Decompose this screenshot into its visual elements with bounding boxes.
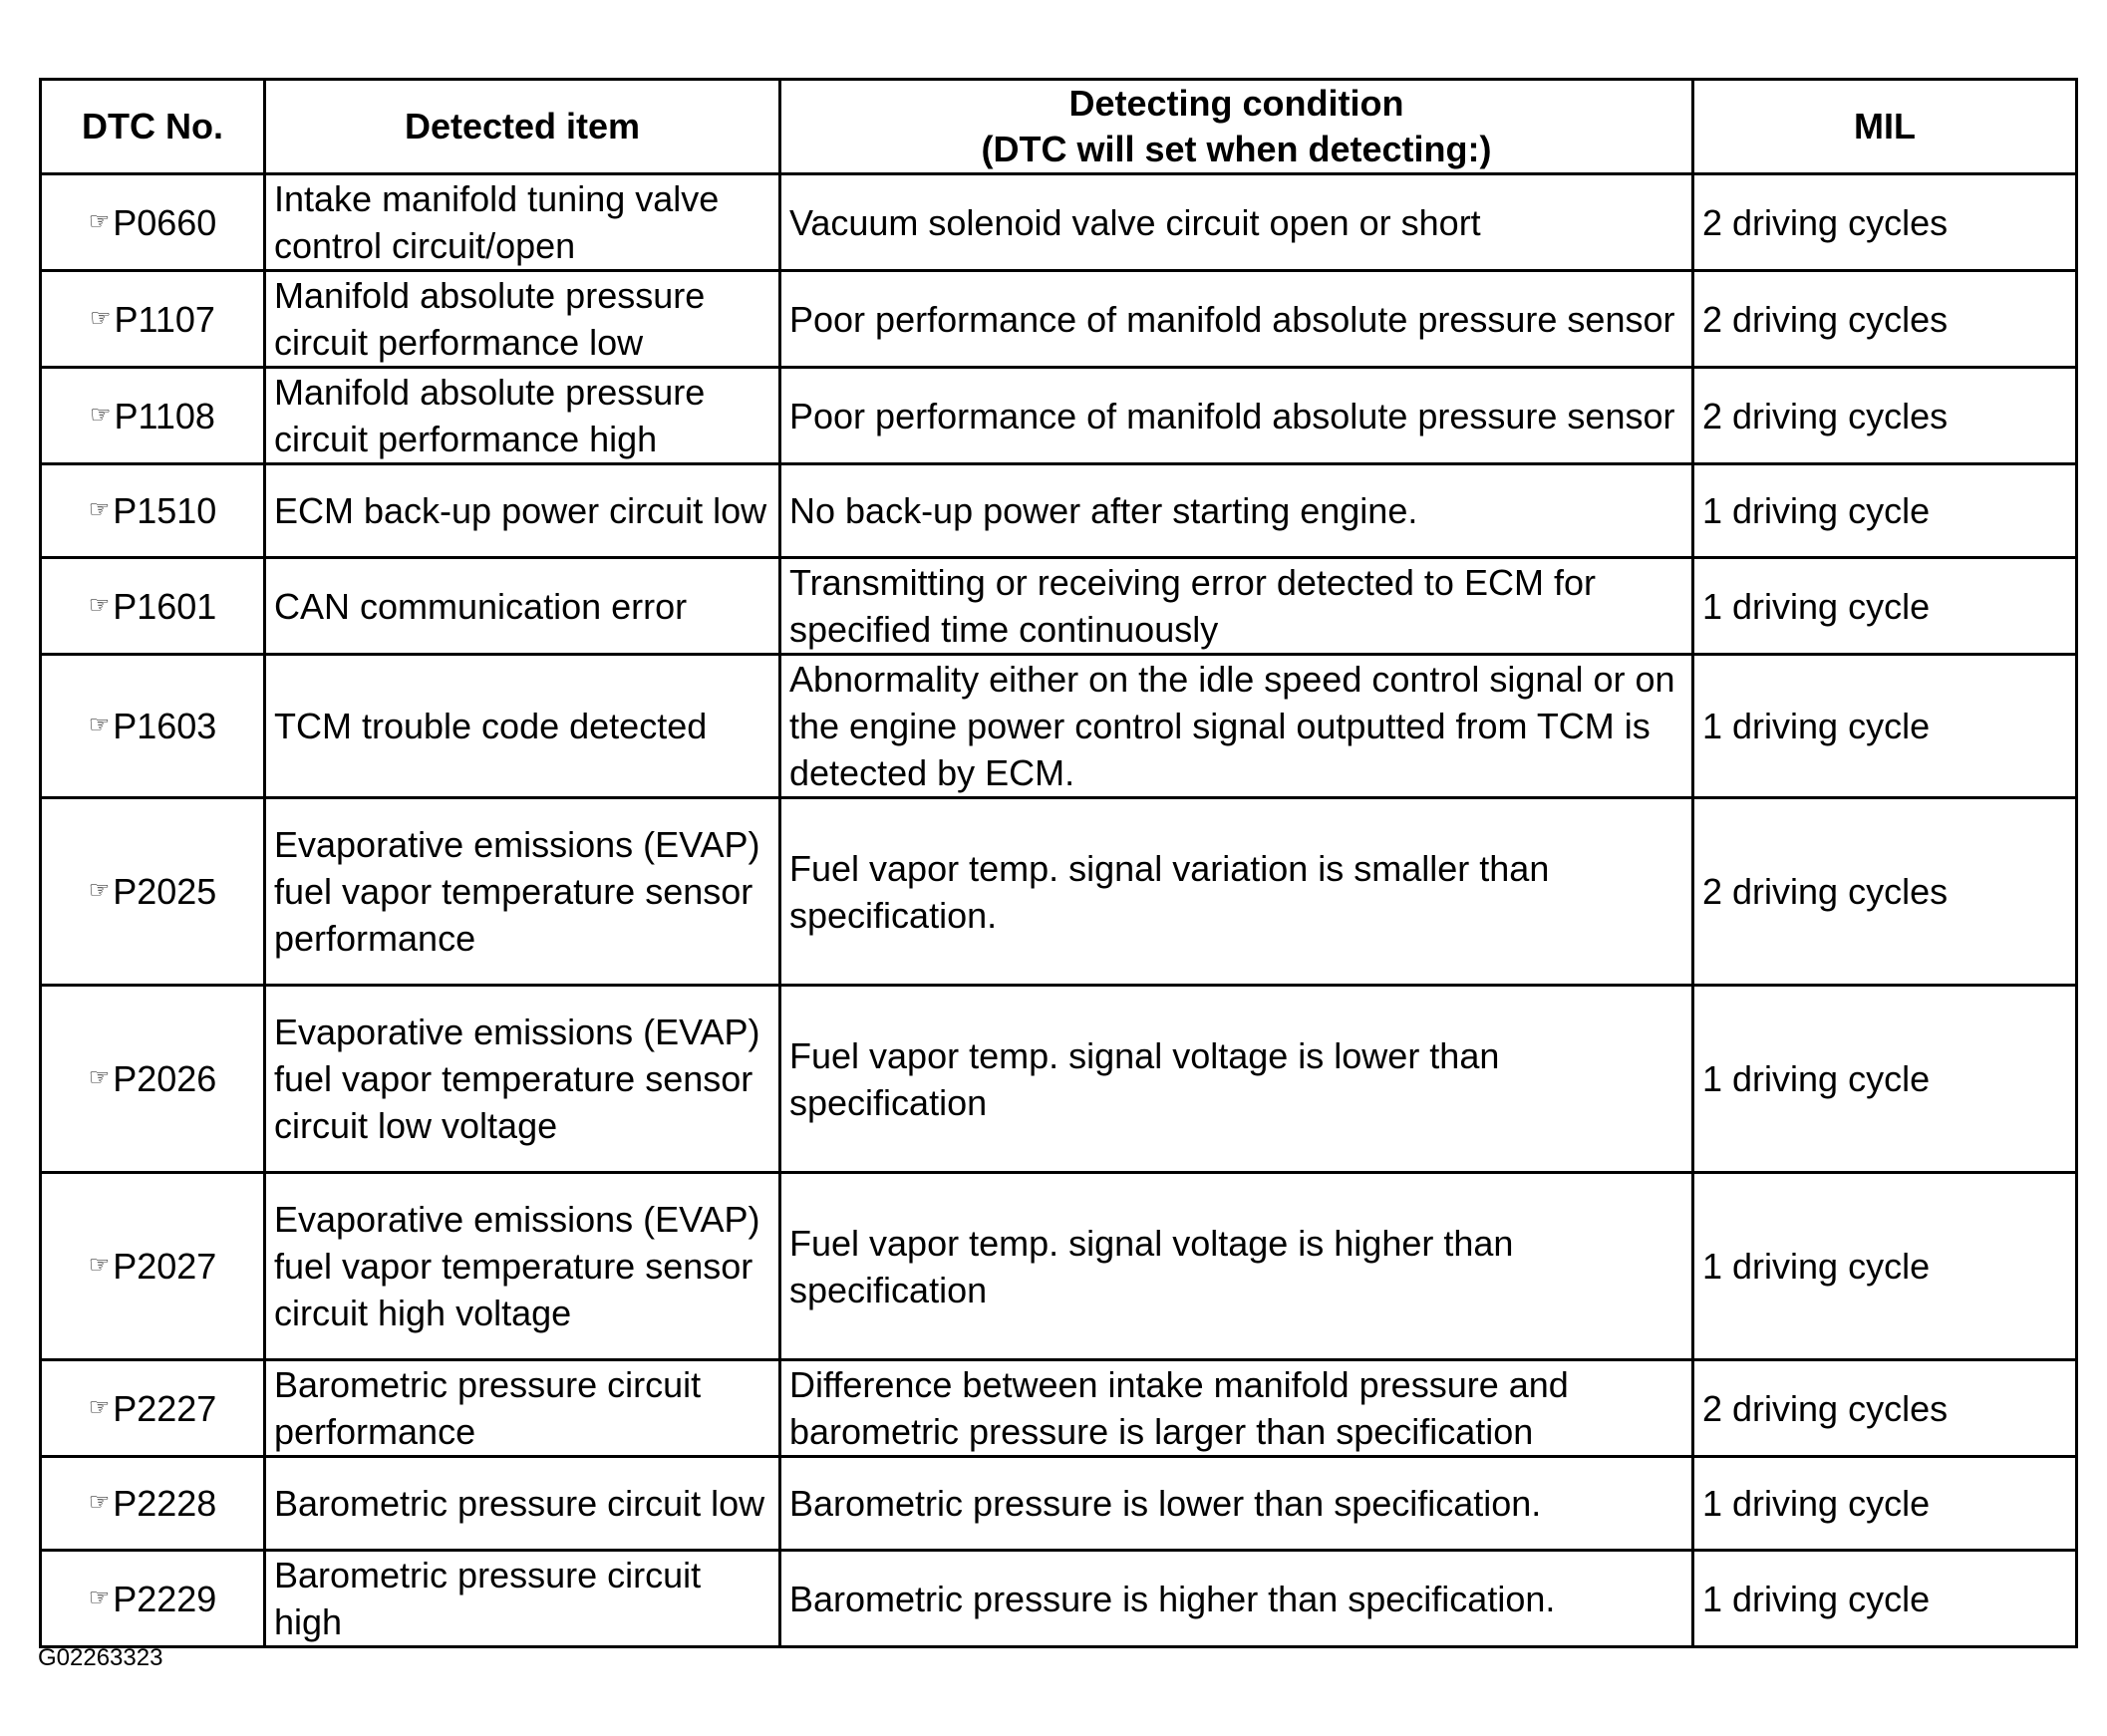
mil-cell: 1 driving cycle — [1693, 655, 2077, 798]
dtc-table — [39, 78, 2078, 1648]
detecting-condition-cell: Poor performance of manifold absolute pressure sensor — [780, 368, 1693, 464]
mil-cell: 1 driving cycle — [1693, 464, 2077, 558]
dtc-code[interactable]: P1601 — [113, 585, 217, 627]
dtc-code[interactable]: P2227 — [113, 1387, 217, 1429]
dtc-code[interactable]: P1603 — [113, 706, 217, 746]
detecting-condition-cell: Barometric pressure is lower than specification. — [780, 1457, 1693, 1551]
pointing-hand-icon: ☞ — [88, 207, 111, 235]
header-mil: MIL — [1693, 80, 2077, 174]
dtc-code-cell[interactable] — [41, 271, 265, 368]
detected-item-cell: Intake manifold tuning valve control circuit/open — [265, 174, 780, 271]
pointing-hand-icon: ☞ — [88, 1393, 111, 1421]
dtc-code[interactable]: P2228 — [113, 1483, 217, 1524]
dtc-code[interactable]: P2025 — [113, 871, 217, 912]
pointing-hand-icon: ☞ — [88, 1489, 111, 1516]
dtc-code[interactable]: P1510 — [113, 490, 217, 531]
mil-cell: 2 driving cycles — [1693, 368, 2077, 464]
detected-item-cell: Barometric pressure circuit high — [265, 1551, 780, 1647]
header-row — [41, 80, 2077, 174]
detecting-condition-cell: Fuel vapor temp. signal variation is smaller than specification. — [780, 798, 1693, 986]
dtc-code-cell[interactable] — [41, 558, 265, 655]
dtc-code-cell[interactable] — [41, 798, 265, 986]
table-row — [41, 1173, 2077, 1360]
table-row — [41, 271, 2077, 368]
dtc-code[interactable]: P1108 — [114, 395, 215, 436]
detected-item-cell: Manifold absolute pressure circuit performance high — [265, 368, 780, 464]
pointing-hand-icon: ☞ — [88, 877, 111, 904]
detected-item-cell: Evaporative emissions (EVAP) fuel vapor temperature sensor circuit high voltage — [265, 1173, 780, 1360]
detecting-condition-cell: Fuel vapor temp. signal voltage is higher than specification — [780, 1173, 1693, 1360]
mil-cell: 1 driving cycle — [1693, 558, 2077, 655]
detecting-condition-cell: Transmitting or receiving error detected to ECM for specified time continuously — [780, 558, 1693, 655]
dtc-code[interactable]: P1107 — [114, 298, 215, 340]
pointing-hand-icon: ☞ — [88, 591, 111, 619]
dtc-code-cell[interactable] — [41, 655, 265, 798]
detecting-condition-cell: Poor performance of manifold absolute pressure sensor — [780, 271, 1693, 368]
mil-cell: 1 driving cycle — [1693, 986, 2077, 1173]
table-body — [41, 174, 2077, 1647]
table-row — [41, 558, 2077, 655]
table-row — [41, 368, 2077, 464]
detected-item-cell: Manifold absolute pressure circuit performance low — [265, 271, 780, 368]
dtc-code-cell[interactable] — [41, 1551, 265, 1647]
header-condition-line2: (DTC will set when detecting:) — [981, 129, 1492, 169]
dtc-code[interactable]: P2229 — [113, 1578, 217, 1619]
dtc-code-cell[interactable] — [41, 174, 265, 271]
mil-cell: 1 driving cycle — [1693, 1457, 2077, 1551]
dtc-code-cell[interactable] — [41, 986, 265, 1173]
mil-cell: 1 driving cycle — [1693, 1173, 2077, 1360]
dtc-code-cell[interactable] — [41, 368, 265, 464]
dtc-code[interactable]: P0660 — [113, 201, 217, 243]
mil-cell: 2 driving cycles — [1693, 798, 2077, 986]
mil-cell: 2 driving cycles — [1693, 271, 2077, 368]
header-detecting-condition — [780, 80, 1693, 174]
detected-item-cell: TCM trouble code detected — [265, 655, 780, 798]
detecting-condition-cell: Barometric pressure is higher than specification. — [780, 1551, 1693, 1647]
detecting-condition-cell: Fuel vapor temp. signal voltage is lower than specification — [780, 986, 1693, 1173]
table-row — [41, 798, 2077, 986]
header-dtc-no: DTC No. — [41, 80, 265, 174]
detected-item-cell: Evaporative emissions (EVAP) fuel vapor temperature sensor circuit low voltage — [265, 986, 780, 1173]
table-row — [41, 174, 2077, 271]
mil-cell: 2 driving cycles — [1693, 174, 2077, 271]
detected-item-cell: ECM back-up power circuit low — [265, 464, 780, 558]
pointing-hand-icon: ☞ — [88, 1064, 111, 1091]
pointing-hand-icon: ☞ — [88, 712, 111, 738]
detected-item-cell: Evaporative emissions (EVAP) fuel vapor temperature sensor performance — [265, 798, 780, 986]
dtc-code[interactable]: P2027 — [113, 1246, 217, 1287]
pointing-hand-icon: ☞ — [90, 401, 112, 429]
dtc-code[interactable]: P2026 — [113, 1058, 217, 1099]
detected-item-cell: Barometric pressure circuit low — [265, 1457, 780, 1551]
table-row — [41, 655, 2077, 798]
table-row — [41, 1457, 2077, 1551]
detecting-condition-cell: Vacuum solenoid valve circuit open or short — [780, 174, 1693, 271]
mil-cell: 1 driving cycle — [1693, 1551, 2077, 1647]
pointing-hand-icon: ☞ — [88, 496, 111, 523]
detected-item-cell: CAN communication error — [265, 558, 780, 655]
detecting-condition-cell: No back-up power after starting engine. — [780, 464, 1693, 558]
dtc-code-cell[interactable] — [41, 1360, 265, 1457]
table-row — [41, 1551, 2077, 1647]
pointing-hand-icon: ☞ — [90, 304, 112, 332]
dtc-code-cell[interactable] — [41, 464, 265, 558]
document-id: G02263323 — [38, 1644, 163, 1671]
pointing-hand-icon: ☞ — [88, 1252, 111, 1279]
detecting-condition-cell: Abnormality either on the idle speed control signal or on the engine power control signal outputted from TCM is detected by ECM. — [780, 655, 1693, 798]
table-row — [41, 464, 2077, 558]
table-row — [41, 986, 2077, 1173]
detected-item-cell: Barometric pressure circuit performance — [265, 1360, 780, 1457]
mil-cell: 2 driving cycles — [1693, 1360, 2077, 1457]
pointing-hand-icon: ☞ — [88, 1584, 111, 1611]
dtc-code-cell[interactable] — [41, 1457, 265, 1551]
dtc-code-cell[interactable] — [41, 1173, 265, 1360]
header-condition-line1: Detecting condition — [1068, 83, 1404, 124]
detecting-condition-cell: Difference between intake manifold pressure and barometric pressure is larger than specification — [780, 1360, 1693, 1457]
table-row — [41, 1360, 2077, 1457]
header-detected-item: Detected item — [265, 80, 780, 174]
